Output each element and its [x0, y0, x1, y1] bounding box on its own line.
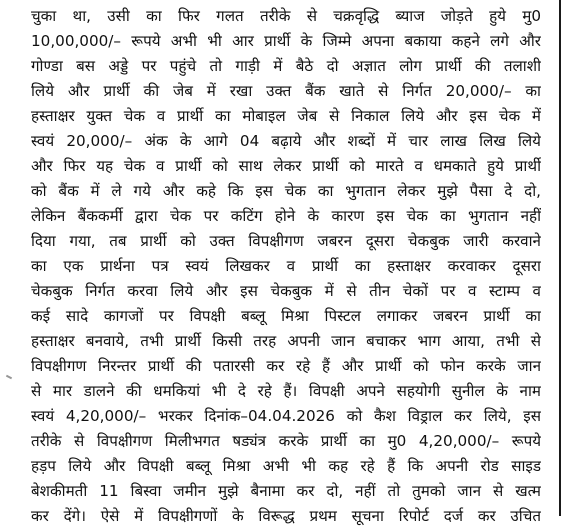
- text-line-14: हस्ताक्षर बनवाये, तभी प्रार्थी किसी तरह अपनी जान बचाकर भाग आया, तभी से: [31, 332, 541, 350]
- text-line-21: कर देंगे। ऐसे में विपक्षीगणों के विरूद्ध प्रथम सूचना रिपोर्ट दर्ज कर उचित: [31, 507, 541, 525]
- text-line-2: 10,00,000/– रूपये अभी भी आर प्रार्थी के जिम्मे अपना बकाया कहने लगे और: [31, 32, 541, 50]
- text-line-11: का एक प्रार्थना पत्र स्वयं लिखकर व प्रार्थी का हस्ताक्षर करवाकर दूसरा: [31, 257, 541, 275]
- page-border-right: [559, 0, 561, 516]
- text-line-6: स्वयं 20,000/– अंक के आगे 04 बढ़ाये और शब्दों में चार लाख लिख लिये: [31, 132, 541, 150]
- text-line-17: स्वयं 4,20,000/– भरकर दिनांक–04.04.2026 को कैश विड्राल कर लिये, इस: [31, 407, 541, 425]
- text-line-3: गोण्डा बस अड्डे पर पहुंचे तो गाड़ी में बैठे दो अज्ञात लोग प्रार्थी की तलाशी: [31, 57, 541, 75]
- margin-mark: [6, 375, 12, 380]
- text-line-12: चेकबुक निर्गत करवा लिये और इस चेकबुक में से तीन चेकों पर व स्टाम्प व: [31, 282, 541, 300]
- text-line-19: हड़प लिये और विपक्षी बब्लू मिश्रा अभी भी कह रहे हैं कि अपनी रोड साइड: [31, 457, 541, 475]
- text-line-15: विपक्षीगण निरन्तर प्रार्थी की पतारसी कर रहे हैं और प्रार्थी को फोन करके जान: [31, 357, 541, 375]
- text-line-7: और फिर यह चेक व प्रार्थी को साथ लेकर प्रार्थी को मारते व धमकाते हुये प्रार्थी: [31, 157, 541, 175]
- text-line-9: लेकिन बैंककर्मी द्वारा चेक पर कटिंग होने के कारण इस चेक का भुगतान नहीं: [31, 207, 541, 225]
- text-line-20: बेशकीमती 11 बिस्वा जमीन मुझे बैनामा कर दो, नहीं तो तुमको जान से खत्म: [31, 482, 541, 500]
- text-line-13: कई सादे कागजों पर विपक्षी बब्लू मिश्रा पिस्टल लगाकर जबरन प्रार्थी का: [31, 307, 541, 325]
- text-line-5: हस्ताक्षर युक्त चेक व प्रार्थी का मोबाइल जेब से निकाल लिये और इस चेक में: [31, 107, 541, 125]
- text-line-8: को बैंक में ले गये और कहे कि इस चेक का भुगतान लेकर मुझे पैसा दे दो,: [31, 182, 541, 200]
- text-line-18: तरीके से विपक्षीगण मिलीभगत षड्यंत्र करके प्रार्थी का मु0 4,20,000/– रूपये: [31, 432, 541, 450]
- text-line-4: लिये और प्रार्थी की जेब में रखा उक्त बैंक खाते से निर्गत 20,000/– का: [31, 82, 541, 100]
- text-line-16: से मार डालने की धमकियां भी दे रहे हैं। विपक्षी अपने सहयोगी सुनील के नाम: [31, 382, 541, 400]
- text-line-10: दिया गया, तब प्रार्थी को उक्त विपक्षीगण जबरन दूसरा चेकबुक जारी करवाने: [31, 232, 541, 250]
- text-line-1: चुका था, उसी का फिर गलत तरीके से चक्रवृद्धि ब्याज जोड़ते हुये मु0: [31, 7, 541, 25]
